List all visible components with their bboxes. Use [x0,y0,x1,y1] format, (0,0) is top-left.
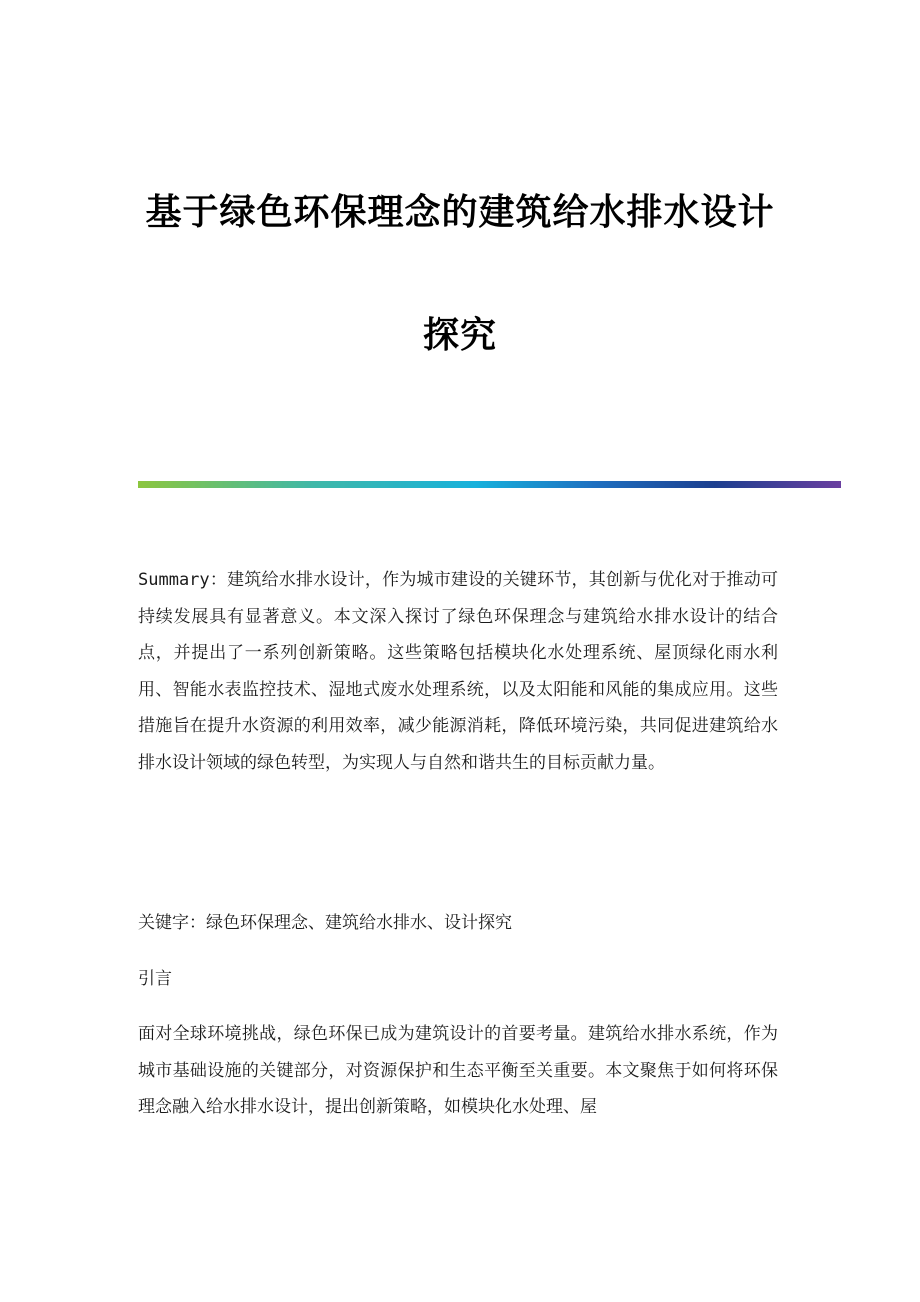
keywords-text: 绿色环保理念、建筑给水排水、设计探究 [206,913,512,933]
summary-text: 建筑给水排水设计，作为城市建设的关键环节，其创新与优化对于推动可持续发展具有显著意义。本文深入探讨了绿色环保理念与建筑给水排水设计的结合点，并提出了一系列创新策略。这些策略包括模块化水处理系统、屋顶绿化雨水利用、智能水表监控技术、湿地式废水处理系统，以及太阳能和风能的集成应用。这些措施旨在提升水资源的利用效率，减少能源消耗，降低环境污染，共同促进建筑给水排水设计领域的绿色转型，为实现人与自然和谐共生的目标贡献力量。 [138,570,778,773]
gradient-divider [138,481,841,488]
keywords-paragraph [138,905,778,942]
intro-paragraph: 面对全球环境挑战，绿色环保已成为建筑设计的首要考量。建筑给水排水系统，作为城市基础设施的关键部分，对资源保护和生态平衡至关重要。本文聚焦于如何将环保理念融入给水排水设计，提出创新策略，如模块化水处理、屋 [138,1024,778,1118]
keywords-label: 关键字： [138,913,206,933]
summary-label: Summary： [138,570,228,590]
document-title-line-2: 探究 [422,315,497,356]
intro-heading: 引言 [138,969,172,989]
document-title-line-1: 基于绿色环保理念的建筑给水排水设计 [145,192,775,233]
summary-paragraph [138,562,778,782]
